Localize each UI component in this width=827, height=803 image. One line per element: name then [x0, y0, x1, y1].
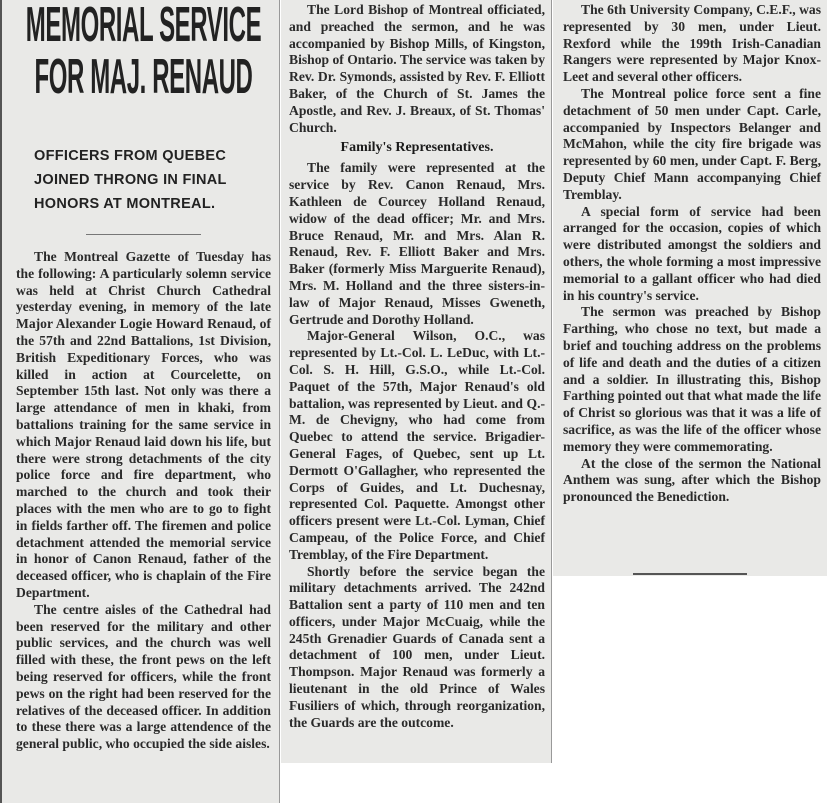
- section-heading: Family's Representatives.: [340, 140, 494, 156]
- paragraph: Major-General Wilson, O.C., was represented by Lt.-Col. L. LeDuc, with Lt.-Col. S. H. Hill, G.S.O., while Lt.-Col. Paquet of the 57th, Major Renaud's old battalion, was represented by Lieut. and Q.-M. de Chevigny, who had come from Quebec to attend the service. Brigadier-General Fages, of Quebec, sent up Lt. Dermott O'Gallagher, who represented the Corps of Guides, and Lt. Duchesnay, represented Col. Paquette. Amongst other officers present were Lt.-Col. Lyman, Chief Campeau, of the Police Force, and Chief Tremblay, of the Fire Department.: [289, 328, 545, 562]
- end-rule: [633, 573, 747, 575]
- headline-line-2: FOR MAJ. RENAUD: [34, 49, 253, 106]
- paragraph: The centre aisles of the Cathedral had been reserved for the military and other public services, and the church was well filled with these, the front pews on the left being reserved for officers, while the front pews on the right had been reserved for the relatives of the deceased officer. In addition to these there was a large attendence of the general public, who occupied the side aisles.: [16, 601, 271, 752]
- paragraph: The Montreal Gazette of Tuesday has the following: A particularly solemn service was held at Christ Church Cathedral yesterday evening, in memory of the late Major Alexander Logie Howard Renaud, of the 57th and 22nd Battalions, 1st Division, British Expeditionary Forces, who was killed in action at Courcelette, on September 15th last. Not only was there a large attendance of men in khaki, from battalions training for the same service in which Major Renaud laid down his life, but there were strong detachments of the city police force and fire department, who marched to the church and took their places with the men who are to go to fight in fields farther off. The firemen and police detachment attended the memorial service in honor of Canon Renaud, father of the deceased officer, who is chaplain of the Fire Department.: [16, 249, 271, 600]
- divider: [86, 234, 201, 235]
- paragraph: The Montreal police force sent a fine detachment of 50 men under Capt. Carle, accompanied by Inspectors Belanger and McMahon, while the city fire brigade was represented by 60 men, under Capt. F. Berg, Deputy Chief Mann accompanying Chief Tremblay.: [563, 85, 821, 202]
- paragraph: The family were represented at the service by Rev. Canon Renaud, Mrs. Kathleen de Courcey Holland Renaud, widow of the dead officer; Mr. and Mrs. Bruce Renaud, Mr. and Mrs. Alan R. Renaud, Rev. F. Elliott Baker and Mrs. Baker (formerly Miss Marguerite Renaud), Mrs. M. Holland and the three sisters-in-law of Major Renaud, Misses Gweneth, Gertrude and Dorothy Holland.: [289, 160, 545, 327]
- headline-line-1: MEMORIAL SERVICE: [25, 0, 262, 54]
- paragraph: At the close of the sermon the National Anthem was sung, after which the Bishop pronounced the Benediction.: [563, 455, 821, 505]
- paragraph: The Lord Bishop of Montreal officiated, and preached the sermon, and he was accompanied by Bishop Mills, of Kingston, Bishop of Ontario. The service was taken by Rev. Dr. Symonds, assisted by Rev. F. Elliott Baker, of the Church of St. James the Apostle, and Rev. J. Breaux, of St. Thomas' Church.: [289, 2, 545, 135]
- paragraph: The sermon was preached by Bishop Farthing, who chose no text, but made a brief and touching address on the problems of life and death and the duties of a citizen and a soldier. In illustrating this, Bishop Farthing pointed out that what made the life of Christ so glorious was that it was a life of sacrifice, as was the life of the officer whose memory they were commemorating.: [563, 304, 821, 454]
- paragraph: A special form of service had been arranged for the occasion, copies of which were distributed amongst the soldiers and others, the whole forming a most impressive memorial to a gallant officer who had died in his country's service.: [563, 203, 821, 303]
- paragraph: Shortly before the service began the military detachments arrived. The 242nd Battalion sent a party of 110 men and ten officers, under Major McCuaig, while the 245th Grenadier Guards of Canada sent a detachment of 100 men, under Lieut. Thompson. Major Renaud was formerly a lieutenant in the old Prince of Wales Fusiliers of which, through reorganization, the Guards are the outcome.: [289, 563, 545, 730]
- column-2: [281, 0, 552, 763]
- paragraph: The 6th University Company, C.E.F., was represented by 30 men, under Lieut. Rexford while the 199th Irish-Canadian Rangers were represented by Major Knox-Leet and several other officers.: [563, 2, 821, 85]
- column-1: [0, 0, 280, 803]
- subheadline: OFFICERS FROM QUEBEC JOINED THRONG IN FINAL HONORS AT MONTREAL.: [34, 148, 227, 212]
- column-3: [553, 0, 827, 576]
